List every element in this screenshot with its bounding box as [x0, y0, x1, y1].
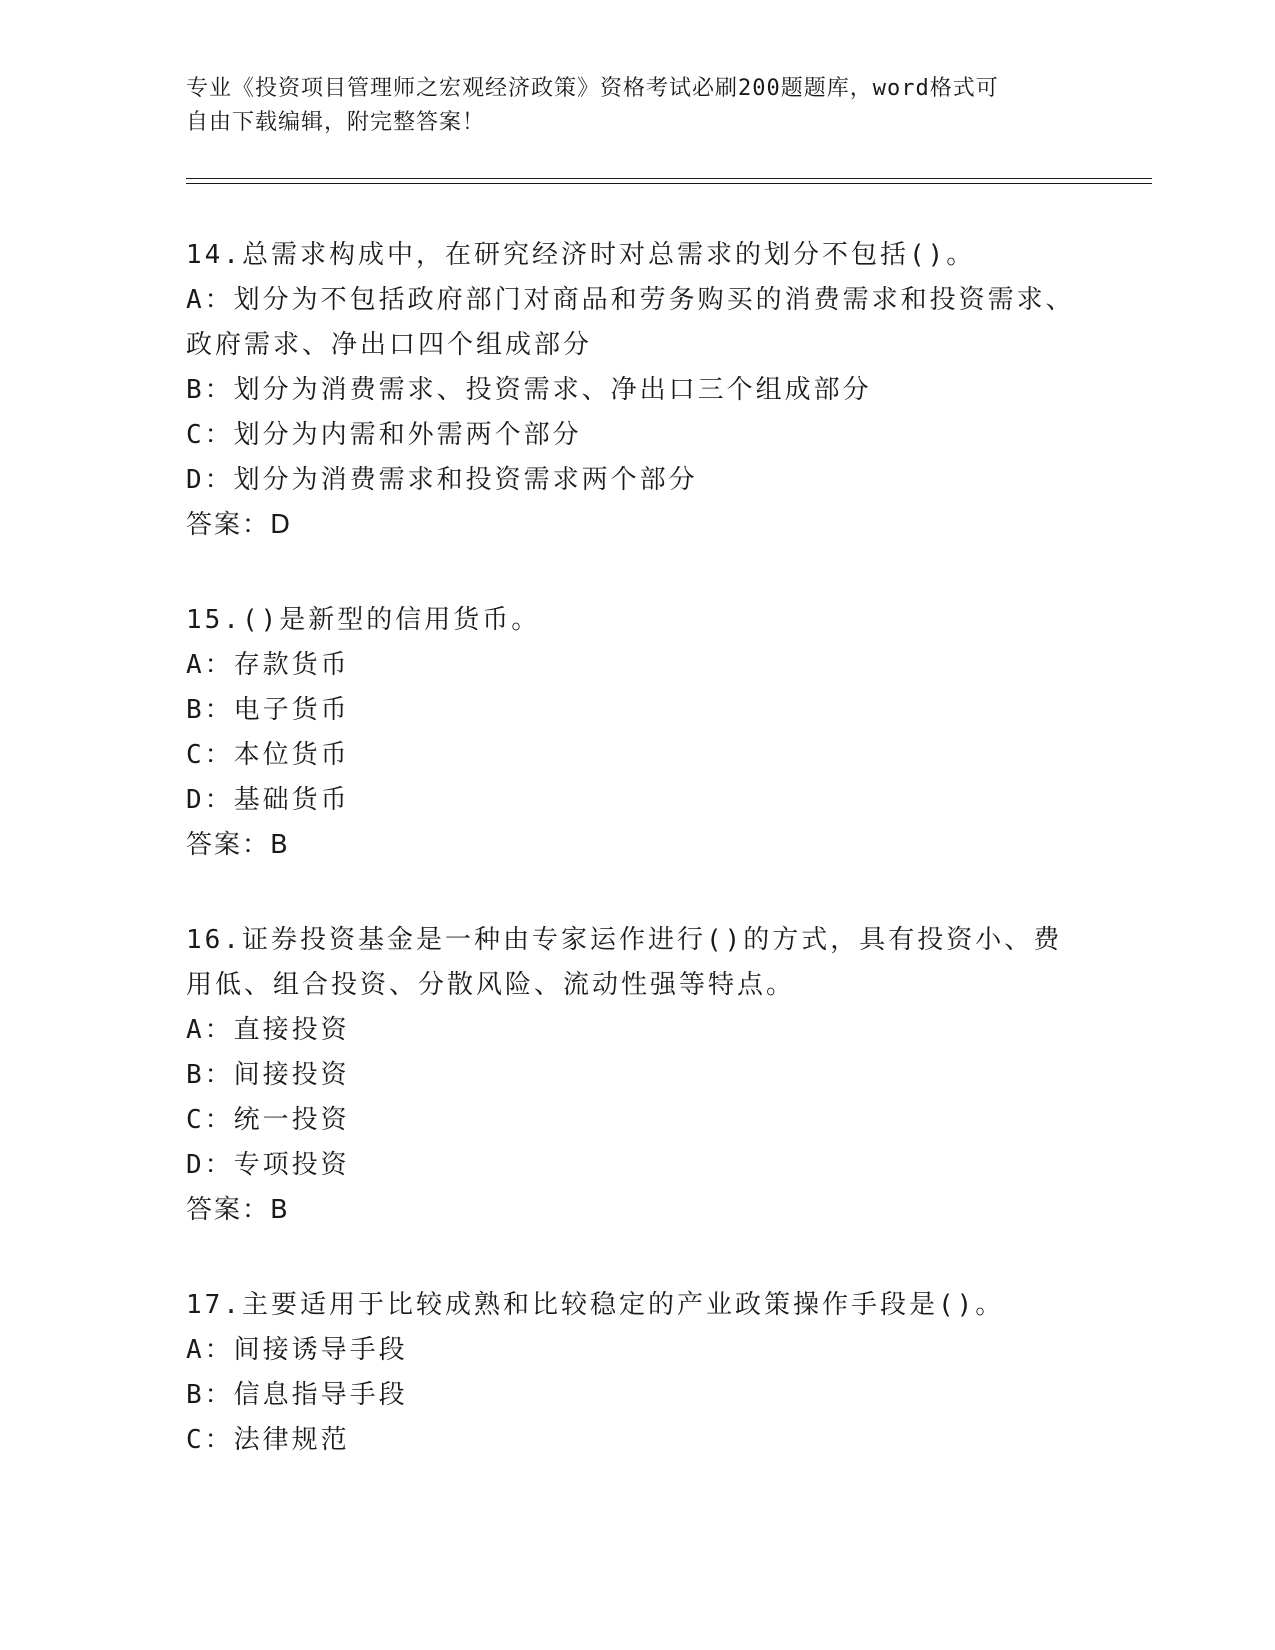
question-16 — [186, 918, 1086, 1233]
option-d: D：基础货币 — [186, 785, 350, 815]
question-stem: 16.证券投资基金是一种由专家运作进行()的方式，具有投资小、费用低、组合投资、分散风险、流动性强等特点。 — [186, 925, 1063, 1000]
option-b: B：间接投资 — [186, 1060, 350, 1090]
option-a: A：直接投资 — [186, 1015, 350, 1045]
question-stem: 14.总需求构成中，在研究经济时对总需求的划分不包括()。 — [186, 240, 976, 270]
answer: 答案：D — [186, 510, 293, 540]
option-c: C：本位货币 — [186, 740, 350, 770]
option-b: B：电子货币 — [186, 695, 350, 725]
header-divider-top — [186, 178, 1152, 179]
document-header — [186, 72, 1066, 140]
header-line-2: 自由下载编辑，附完整答案！ — [186, 110, 486, 135]
header-line-1: 专业《投资项目管理师之宏观经济政策》资格考试必刷200题题库，word格式可 — [186, 76, 999, 101]
question-stem: 15.()是新型的信用货币。 — [186, 605, 541, 635]
option-c: C：法律规范 — [186, 1425, 350, 1455]
option-b: B：信息指导手段 — [186, 1380, 408, 1410]
option-c: C：划分为内需和外需两个部分 — [186, 420, 582, 450]
answer: 答案：B — [186, 1195, 290, 1225]
answer: 答案：B — [186, 830, 290, 860]
question-stem: 17.主要适用于比较成熟和比较稳定的产业政策操作手段是()。 — [186, 1290, 1005, 1320]
option-d: D：划分为消费需求和投资需求两个部分 — [186, 465, 698, 495]
question-17 — [186, 1283, 1086, 1463]
option-a: A：间接诱导手段 — [186, 1335, 408, 1365]
option-c: C：统一投资 — [186, 1105, 350, 1135]
option-a: A：存款货币 — [186, 650, 350, 680]
option-d: D：专项投资 — [186, 1150, 350, 1180]
option-a: A：划分为不包括政府部门对商品和劳务购买的消费需求和投资需求、政府需求、净出口四个组成部分 — [186, 285, 1075, 360]
question-14 — [186, 233, 1086, 548]
option-b: B：划分为消费需求、投资需求、净出口三个组成部分 — [186, 375, 872, 405]
header-divider-bottom — [186, 183, 1152, 184]
question-15 — [186, 598, 1086, 868]
